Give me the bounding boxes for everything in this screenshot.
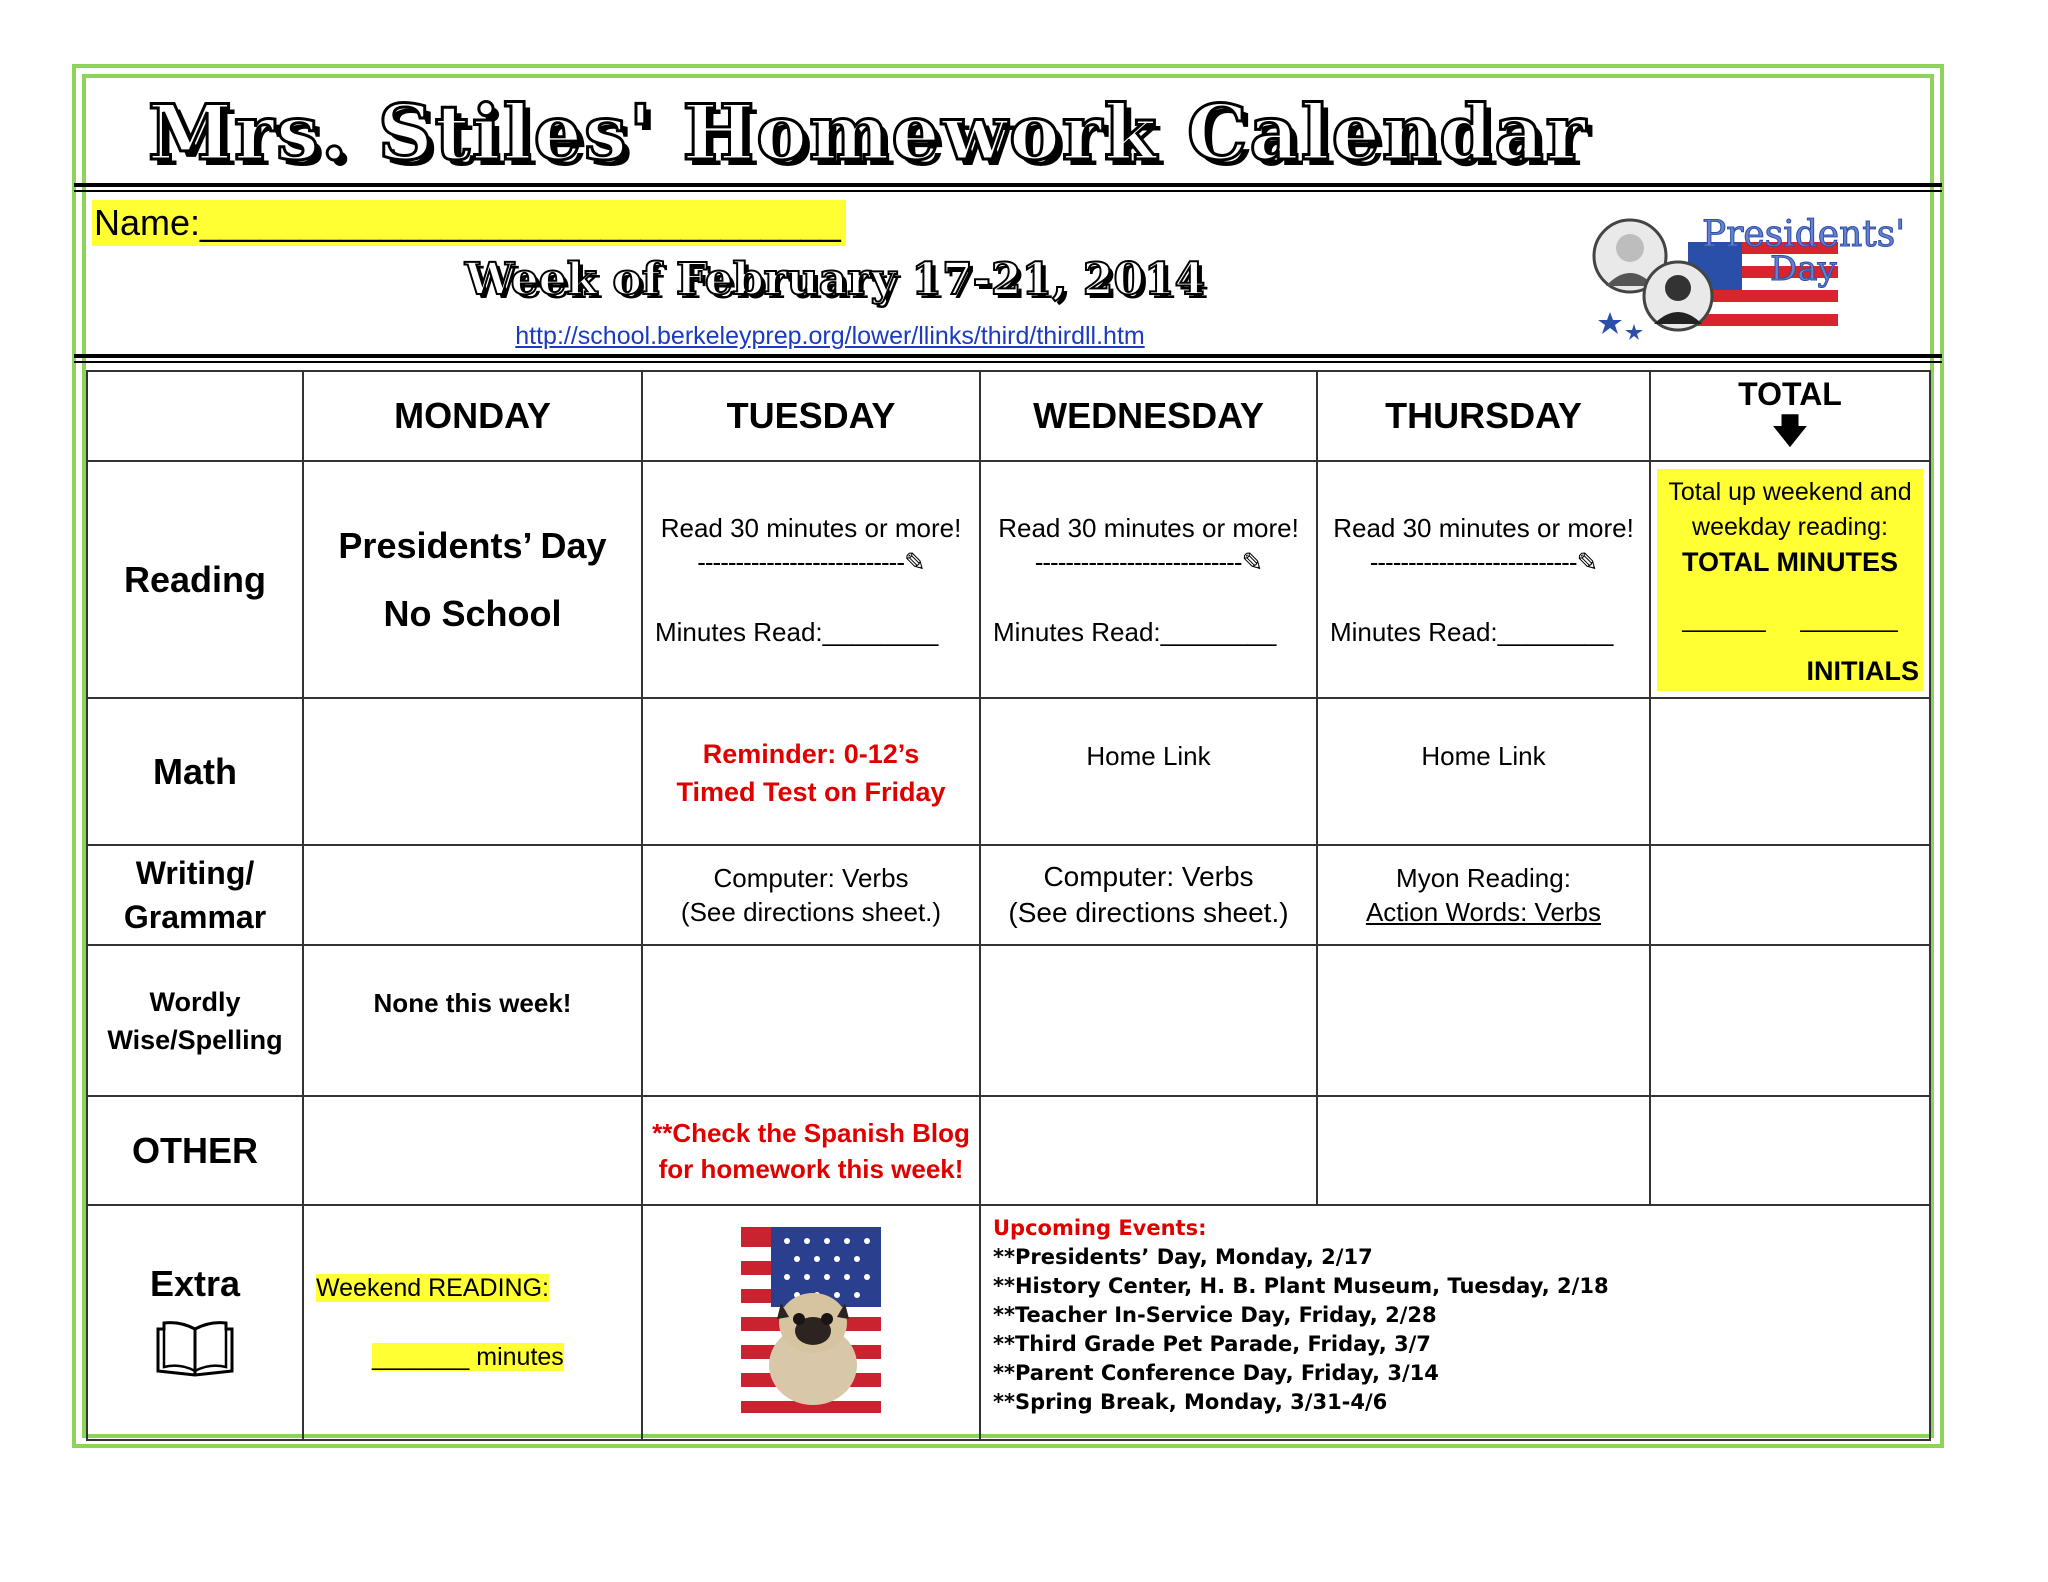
- other-total-cell: [1650, 1096, 1930, 1205]
- column-header-total: [1650, 371, 1930, 461]
- other-monday-cell: [303, 1096, 642, 1205]
- star-icon: [1598, 312, 1622, 334]
- event-item: **Spring Break, Monday, 3/31-4/6: [993, 1390, 1388, 1414]
- name-field[interactable]: Name:________________________________: [92, 200, 846, 246]
- spelling-tuesday-cell: [642, 945, 980, 1096]
- computer-verbs-task: Computer: Verbs: [713, 863, 909, 893]
- extra-row: [87, 1205, 1930, 1440]
- extra-tuesday-cell: [642, 1205, 980, 1440]
- other-row: [87, 1096, 1930, 1205]
- divider-bottom-thin: [74, 361, 1942, 363]
- column-header-wednesday: WEDNESDAY: [980, 371, 1317, 461]
- row-label-extra-text: Extra: [149, 1263, 241, 1304]
- page-title: Mrs. Stiles' Homework Calendar: [148, 88, 1588, 177]
- row-label-spelling-line1: Wordly: [149, 986, 241, 1017]
- event-item: **Presidents’ Day, Monday, 2/17: [993, 1245, 1373, 1269]
- column-header-monday: MONDAY: [303, 371, 642, 461]
- pug-flag-photo: [741, 1227, 881, 1413]
- home-link-task: Home Link: [1421, 741, 1546, 771]
- star-icon: [1625, 324, 1643, 340]
- book-icon: [154, 1319, 236, 1377]
- minutes-read-field[interactable]: Minutes Read:________: [655, 616, 939, 647]
- other-tuesday-cell: [642, 1096, 980, 1205]
- math-monday-cell: [303, 698, 642, 845]
- spelling-row: [87, 945, 1930, 1096]
- row-label-spelling-line2: Wise/Spelling: [107, 1024, 283, 1055]
- weekend-reading-label: Weekend READING:: [316, 1273, 549, 1302]
- pencil-icon: ---------------------------✎: [1034, 546, 1263, 577]
- event-item: **Parent Conference Day, Friday, 3/14: [993, 1361, 1439, 1385]
- minutes-read-field[interactable]: Minutes Read:________: [993, 616, 1277, 647]
- row-label-reading: Reading: [87, 461, 303, 698]
- math-total-cell: [1650, 698, 1930, 845]
- logo-text-line1: Presidents': [1702, 214, 1906, 255]
- upcoming-events-cell: [980, 1205, 1930, 1440]
- total-header-label: TOTAL: [1738, 376, 1842, 412]
- spelling-monday-cell: None this week!: [303, 945, 642, 1096]
- action-words-link[interactable]: Action Words: Verbs: [1365, 897, 1602, 927]
- pencil-icon: ---------------------------✎: [697, 546, 925, 577]
- math-thursday-cell: [1317, 698, 1650, 845]
- writing-tuesday-cell: [642, 845, 980, 945]
- arrow-down-icon: 🡇: [1772, 412, 1808, 450]
- math-tuesday-cell: [642, 698, 980, 845]
- presidents-day-note: Presidents’ Day: [338, 524, 607, 566]
- upcoming-events-title: Upcoming Events:: [993, 1216, 1207, 1240]
- spelling-thursday-cell: [1317, 945, 1650, 1096]
- event-item: **History Center, H. B. Plant Museum, Tuesday, 2/18: [993, 1274, 1609, 1298]
- reading-thursday-cell: [1317, 461, 1650, 698]
- row-label-writing-line1: Writing/: [135, 855, 255, 891]
- spanish-blog-note: **Check the Spanish Blog: [652, 1117, 970, 1148]
- row-label-math: Math: [87, 698, 303, 845]
- reading-monday-cell: [303, 461, 642, 698]
- row-label-writing-line2: Grammar: [123, 899, 267, 935]
- spelling-wednesday-cell: [980, 945, 1317, 1096]
- minutes-read-field[interactable]: Minutes Read:________: [1330, 616, 1614, 647]
- weekend-minutes-field[interactable]: _______ minutes: [372, 1342, 564, 1371]
- presidents-day-logo: [1592, 206, 1906, 346]
- writing-row: [87, 845, 1930, 945]
- initials-label: INITIALS: [1806, 655, 1919, 686]
- logo-text-line2: Day: [1770, 249, 1837, 289]
- directions-note: (See directions sheet.): [680, 897, 942, 927]
- row-label-spelling: [87, 945, 303, 1096]
- extra-monday-cell: [303, 1205, 642, 1440]
- writing-monday-cell: [303, 845, 642, 945]
- row-label-other: OTHER: [87, 1096, 303, 1205]
- math-row: [87, 698, 1930, 845]
- total-instruction-line2: weekday reading:: [1692, 512, 1888, 541]
- read-instruction: Read 30 minutes or more!: [1333, 512, 1634, 543]
- reading-tuesday-cell: [642, 461, 980, 698]
- total-instruction-line1: Total up weekend and: [1668, 477, 1912, 506]
- divider-bottom: [74, 354, 1942, 358]
- spanish-blog-note-line2: for homework this week!: [658, 1153, 964, 1184]
- writing-total-cell: [1650, 845, 1930, 945]
- read-instruction: Read 30 minutes or more!: [660, 512, 962, 543]
- other-wednesday-cell: [980, 1096, 1317, 1205]
- timed-test-reminder: Reminder: 0-12’s: [702, 739, 920, 769]
- class-website-link[interactable]: http://school.berkeleyprep.org/lower/llinks/third/thirdll.htm: [515, 322, 1145, 350]
- reading-row: [87, 461, 1930, 698]
- row-label-extra: [87, 1205, 303, 1440]
- divider-top-thin: [74, 190, 1942, 192]
- writing-thursday-cell: [1317, 845, 1650, 945]
- reading-total-cell: [1650, 461, 1930, 698]
- divider-top: [74, 183, 1942, 187]
- event-item: **Third Grade Pet Parade, Friday, 3/7: [993, 1332, 1431, 1356]
- home-link-task: Home Link: [1086, 741, 1211, 771]
- pencil-icon: ---------------------------✎: [1369, 546, 1598, 577]
- directions-note: (See directions sheet.): [1008, 897, 1289, 928]
- week-heading: Week of February 17-21, 2014: [464, 254, 1206, 305]
- spelling-total-cell: [1650, 945, 1930, 1096]
- column-header-thursday: THURSDAY: [1317, 371, 1650, 461]
- total-minutes-field[interactable]: ______ _______: [1682, 604, 1898, 633]
- math-wednesday-cell: [980, 698, 1317, 845]
- timed-test-reminder-line2: Timed Test on Friday: [676, 777, 946, 807]
- row-label-writing: [87, 845, 303, 945]
- no-school-note: No School: [383, 592, 562, 634]
- other-thursday-cell: [1317, 1096, 1650, 1205]
- column-header-tuesday: TUESDAY: [642, 371, 980, 461]
- computer-verbs-task: Computer: Verbs: [1043, 861, 1254, 892]
- homework-calendar-table: [86, 370, 1931, 1441]
- myon-reading-task: Myon Reading:: [1396, 863, 1571, 893]
- event-item: **Teacher In-Service Day, Friday, 2/28: [993, 1303, 1437, 1327]
- header-row: [87, 371, 1930, 461]
- reading-wednesday-cell: [980, 461, 1317, 698]
- total-minutes-label: TOTAL MINUTES: [1682, 546, 1898, 577]
- read-instruction: Read 30 minutes or more!: [998, 512, 1299, 543]
- writing-wednesday-cell: [980, 845, 1317, 945]
- corner-cell: [87, 371, 303, 461]
